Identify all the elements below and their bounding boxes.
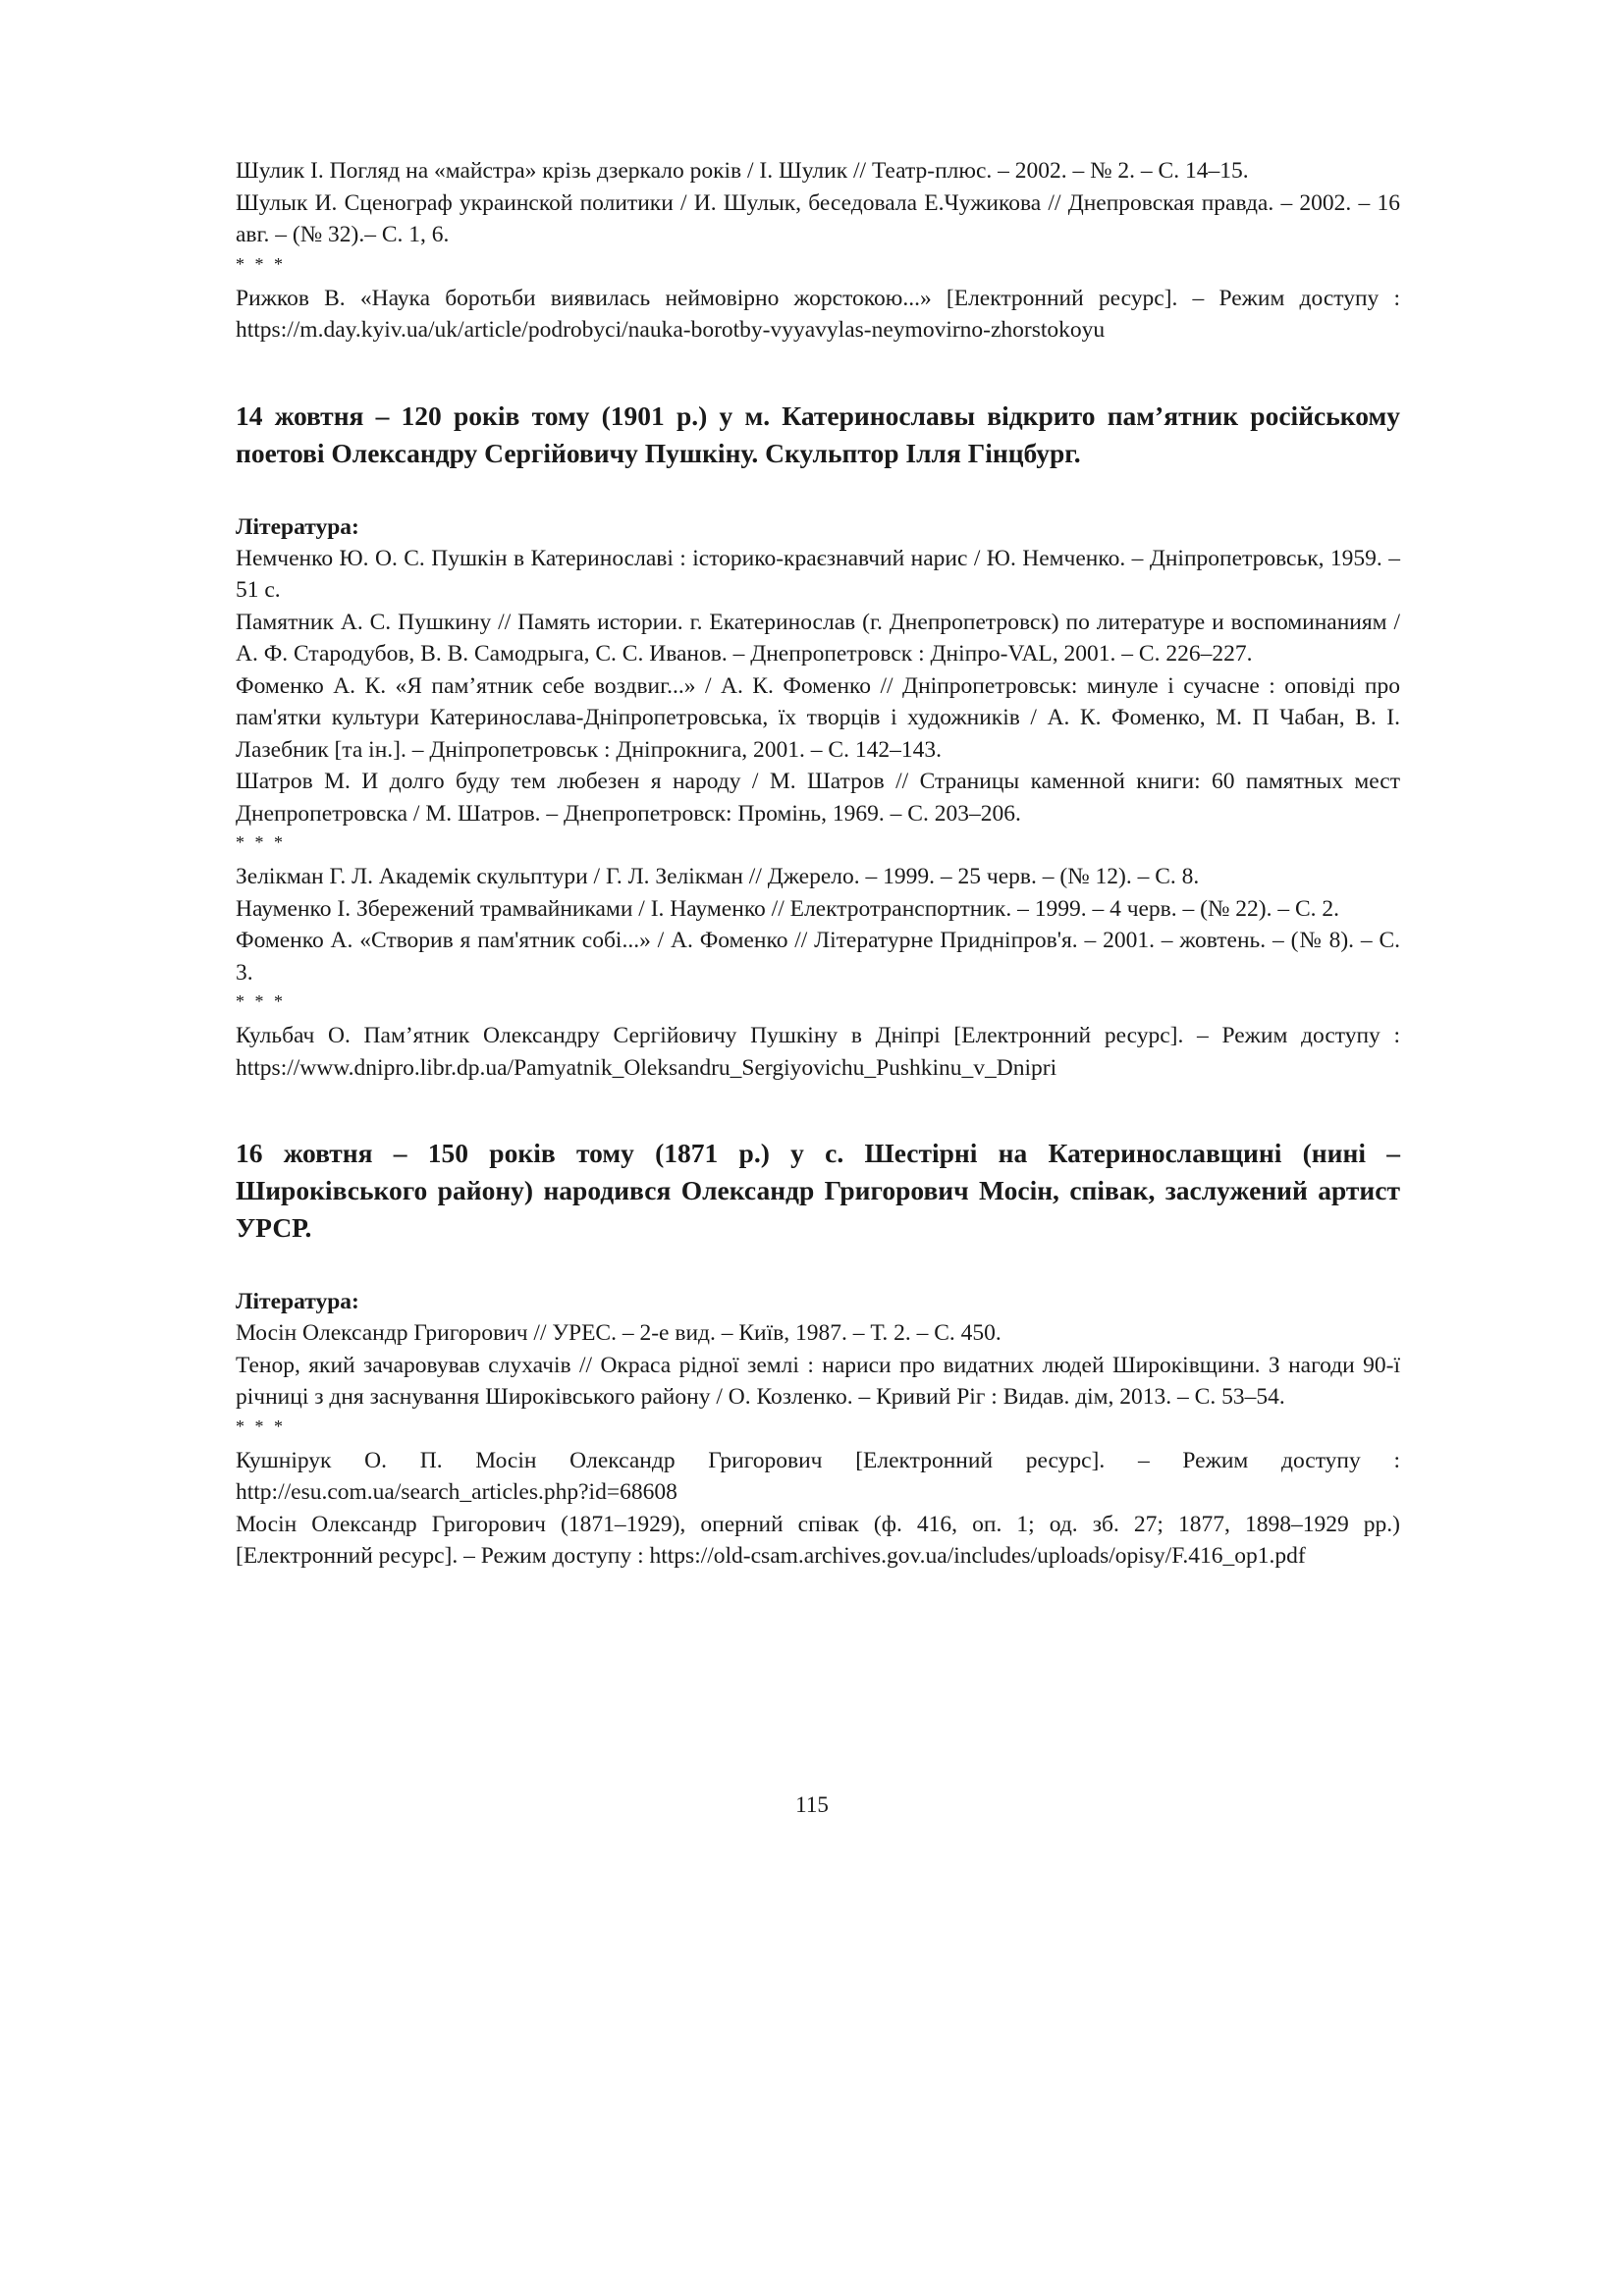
separator-stars: * * *	[236, 253, 286, 274]
bibliography-entry: Мосін Олександр Григорович // УРЕС. – 2-е вид. – Київ, 1987. – Т. 2. – С. 450.	[236, 1320, 1001, 1346]
section-heading: 14 жовтня – 120 років тому (1901 р.) у м. Катеринославы відкрито пам’ятник російському поетові Олександру Сергійовичу Пушкіну. Скульптор Ілля Гінцбург.	[236, 400, 1400, 468]
page-content	[236, 155, 1400, 1573]
separator-stars: * * *	[236, 991, 286, 1011]
bibliography-entry: Памятник А. С. Пушкину // Память истории. г. Екатеринослав (г. Днепропетровск) по литературе и воспоминаниям / А. Ф. Стародубов, В. В. Самодрыга, С. С. Иванов. – Днепропетровск : Дніпро-VAL, 2001. – С. 226–227.	[236, 609, 1400, 667]
separator-stars: * * *	[236, 1415, 286, 1436]
bibliography-entry: Немченко Ю. О. С. Пушкін в Катеринославі : історико-краєзнавчий нарис / Ю. Немченко. – Дніпропетровськ, 1959. – 51 с.	[236, 545, 1400, 603]
bibliography-entry: Шулык И. Сценограф украинской политики / И. Шулык, беседовала Е.Чужикова // Днепровская правда. – 2002. – 16 авг. – (№ 32).– С. 1, 6.	[236, 189, 1400, 247]
electronic-resource-entry: Кульбач О. Пам’ятник Олександру Сергійовичу Пушкіну в Дніпрі [Електронний ресурс]. – Режим доступу : https://www.dnipro.libr.dp.ua/Pamyatnik_Oleksandru_Sergiyovichu_Pushkinu_v_Dnipri	[236, 1023, 1400, 1081]
bibliography-entry: Тенор, який зачаровував слухачів // Окраса рідної землі : нариси про видатних людей Широківщини. З нагоди 90-ї річниці з дня заснування Широківського району / О. Козленко. – Кривий Ріг : Видав. дім, 2013. – С. 53–54.	[236, 1352, 1400, 1410]
bibliography-entry: Фоменко А. «Створив я пам'ятник собі...» / А. Фоменко // Літературне Придніпров'я. – 2001. – жовтень. – (№ 8). – С. 3.	[236, 928, 1400, 986]
bibliography-entry: Шатров М. И долго буду тем любезен я народу / М. Шатров // Страницы каменной книги: 60 памятных мест Днепропетровска / М. Шатров. – Днепропетровск: Промінь, 1969. – С. 203–206.	[236, 769, 1400, 827]
bibliography-entry: Зелікман Г. Л. Академік скульптури / Г. Л. Зелікман // Джерело. – 1999. – 25 черв. – (№ 12). – С. 8.	[236, 864, 1200, 889]
bibliography-entry: Фоменко А. К. «Я пам’ятник себе воздвиг...» / А. К. Фоменко // Дніпропетровськ: минуле і сучасне : оповіді про пам'ятки культури Катеринослава-Дніпропетровська, їх творців і художників / А. К. Фоменко, М. П Чабан, В. І. Лазебник [та ін.]. – Дніпропетровськ : Дніпрокнига, 2001. – С. 142–143.	[236, 672, 1400, 763]
bibliography-entry: Шулик І. Погляд на «майстра» крізь дзеркало років / І. Шулик // Театр-плюс. – 2002. – № 2. – С. 14–15.	[236, 158, 1249, 184]
section-heading: 16 жовтня – 150 років тому (1871 р.) у с. Шестірні на Катеринославщині (нині – Широківського району) народився Олександр Григорович Мосін, співак, заслужений артист УРСР.	[236, 1138, 1400, 1243]
literature-label: Література:	[236, 513, 359, 540]
bibliography-entry: Науменко І. Збережений трамвайниками / І. Науменко // Електротранспортник. – 1999. – 4 черв. – (№ 22). – С. 2.	[236, 895, 1340, 922]
electronic-resource-entry: Рижков В. «Наука боротьби виявилась неймовірно жорстокою...» [Електронний ресурс]. – Режим доступу : https://m.day.kyiv.ua/uk/article/podrobyci/nauka-borotby-vyyavylas-neymovirno-zhorstokoyu	[236, 285, 1400, 343]
page-number: 115	[795, 1792, 829, 1817]
literature-label: Література:	[236, 1289, 359, 1314]
electronic-resource-entry: Мосін Олександр Григорович (1871–1929), оперний співак (ф. 416, оп. 1; од. зб. 27; 1877, 1898–1929 рр.) [Електронний ресурс]. – Режим доступу : https://old-csam.archives.gov.ua/includes/uploads/opisy/F.416_op1.pdf	[236, 1511, 1400, 1569]
electronic-resource-entry: Кушнірук О. П. Мосін Олександр Григорович [Електронний ресурс]. – Режим доступу : http://esu.com.ua/search_articles.php?id=68608	[236, 1447, 1400, 1505]
separator-stars: * * *	[236, 832, 286, 852]
